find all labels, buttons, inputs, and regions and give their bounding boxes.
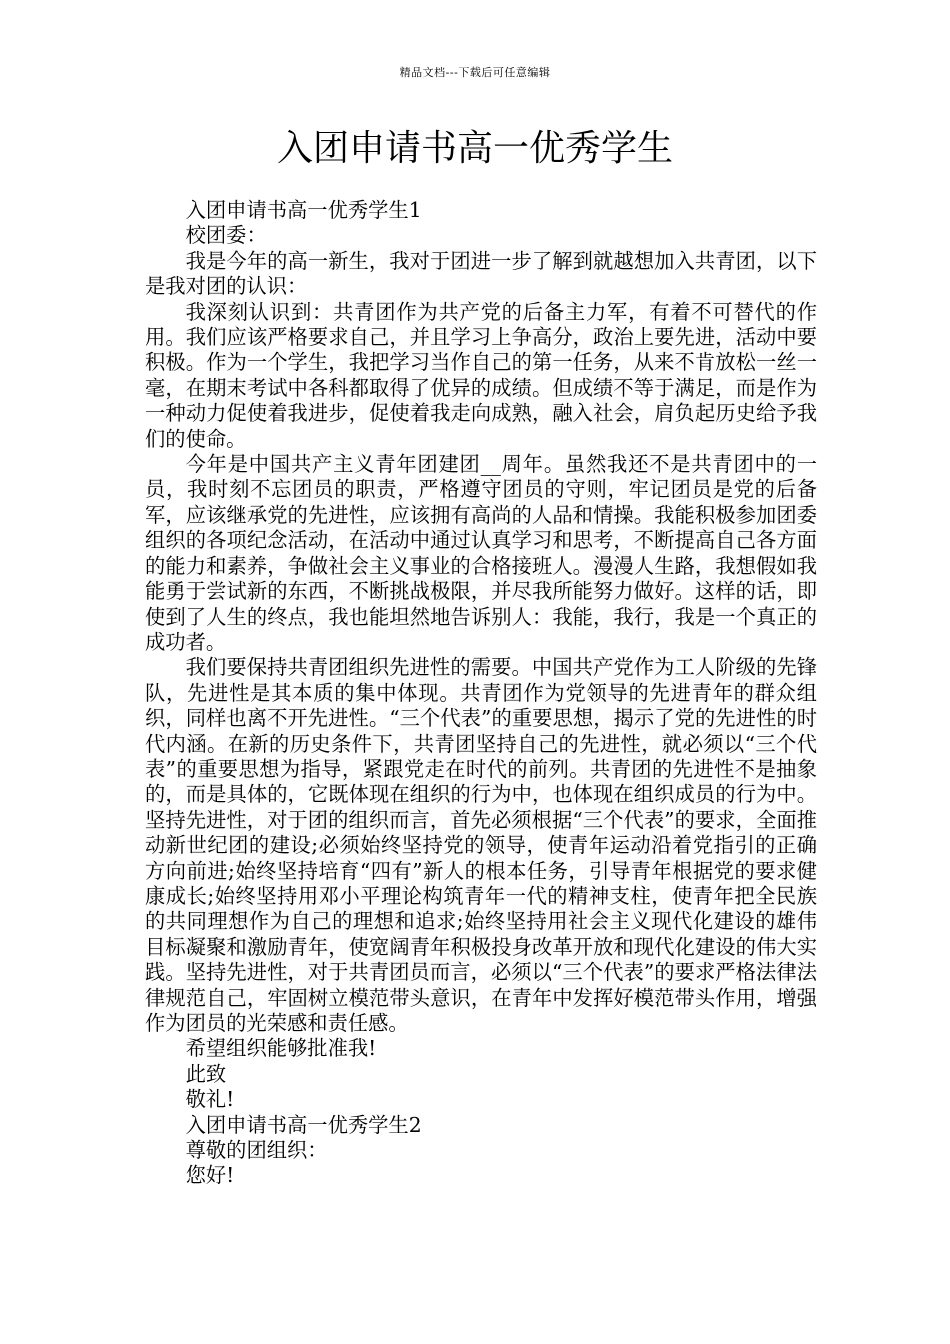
paragraph-anniversary: 今年是中国共产主义青年团建团__周年。虽然我还不是共青团中的一员，我时刻不忘团员的职责，严格遵守团员的守则，牢记团员是党的后备军，应该继承党的先进性，应该拥有高尚的人品和情操。我能积极参加团委组织的各项纪念活动，在活动中通过认真学习和思考，不断提高自己各方面的能力和素养，争做社会主义事业的合格接班人。漫漫人生路，我想假如我能勇于尝试新的东西，不断挑战极限，并尽我所能努力做好。这样的话，即使到了人生的终点，我也能坦然地告诉别人：我能，我行，我是一个真正的成功者。 <box>145 452 817 654</box>
paragraph-understanding: 我深刻认识到：共青团作为共产党的后备主力军，有着不可替代的作用。我们应该严格要求自己，并且学习上争高分，政治上要先进，活动中要积极。作为一个学生，我把学习当作自己的第一任务，从来不肯放松一丝一毫，在期末考试中各科都取得了优异的成绩。但成绩不等于满足，而是作为一种动力促使着我进步，促使着我走向成熟，融入社会，肩负起历史给予我们的使命。 <box>145 299 817 451</box>
paragraph-advancement: 我们要保持共青团组织先进性的需要。中国共产党作为工人阶级的先锋队，先进性是其本质的集中体现。共青团作为党领导的先进青年的群众组织，同样也离不开先进性。“三个代表”的重要思想，揭示了党的先进性的时代内涵。在新的历史条件下，共青团坚持自己的先进性，就必须以“三个代表”的重要思想为指导，紧跟党走在时代的前列。共青团的先进性不是抽象的，而是具体的，它既体现在组织的行为中，也体现在组织成员的行为中。坚持先进性，对于团的组织而言，首先必须根据“三个代表”的要求，全面推动新世纪团的建设;必须始终坚持党的领导，使青年运动沿着党指引的正确方向前进;始终坚持培育“四有”新人的根本任务，引导青年根据党的要求健康成长;始终坚持用邓小平理论构筑青年一代的精神支柱，使青年把全民族的共同理想作为自己的理想和追求;始终坚持用社会主义现代化建设的雄伟目标凝聚和激励青年，使宽阔青年积极投身改革开放和现代化建设的伟大实践。坚持先进性，对于共青团员而言，必须以“三个代表”的要求严格法律法律规范自己，牢固树立模范带头意识，在青年中发挥好模范带头作用，增强作为团员的光荣感和责任感。 <box>145 655 817 1035</box>
document-body <box>145 198 817 1189</box>
paragraph-regards: 敬礼! <box>185 1087 235 1112</box>
paragraph-intro: 我是今年的高一新生，我对于团进一步了解到就越想加入共青团，以下是我对团的认识： <box>145 248 817 299</box>
paragraph-salutation-1: 校团委： <box>185 223 267 248</box>
paragraph-greeting: 您好! <box>185 1163 235 1188</box>
page-header: 精品文档---下载后可任意编辑 <box>399 66 551 79</box>
paragraph-heading-1: 入团申请书高一优秀学生1 <box>185 198 422 222</box>
paragraph-heading-2: 入团申请书高一优秀学生2 <box>185 1112 422 1137</box>
document-title: 入团申请书高一优秀学生 <box>276 128 673 169</box>
paragraph-closing: 此致 <box>185 1061 227 1086</box>
paragraph-request: 希望组织能够批准我! <box>185 1036 377 1061</box>
paragraph-salutation-2: 尊敬的团组织： <box>185 1138 328 1163</box>
